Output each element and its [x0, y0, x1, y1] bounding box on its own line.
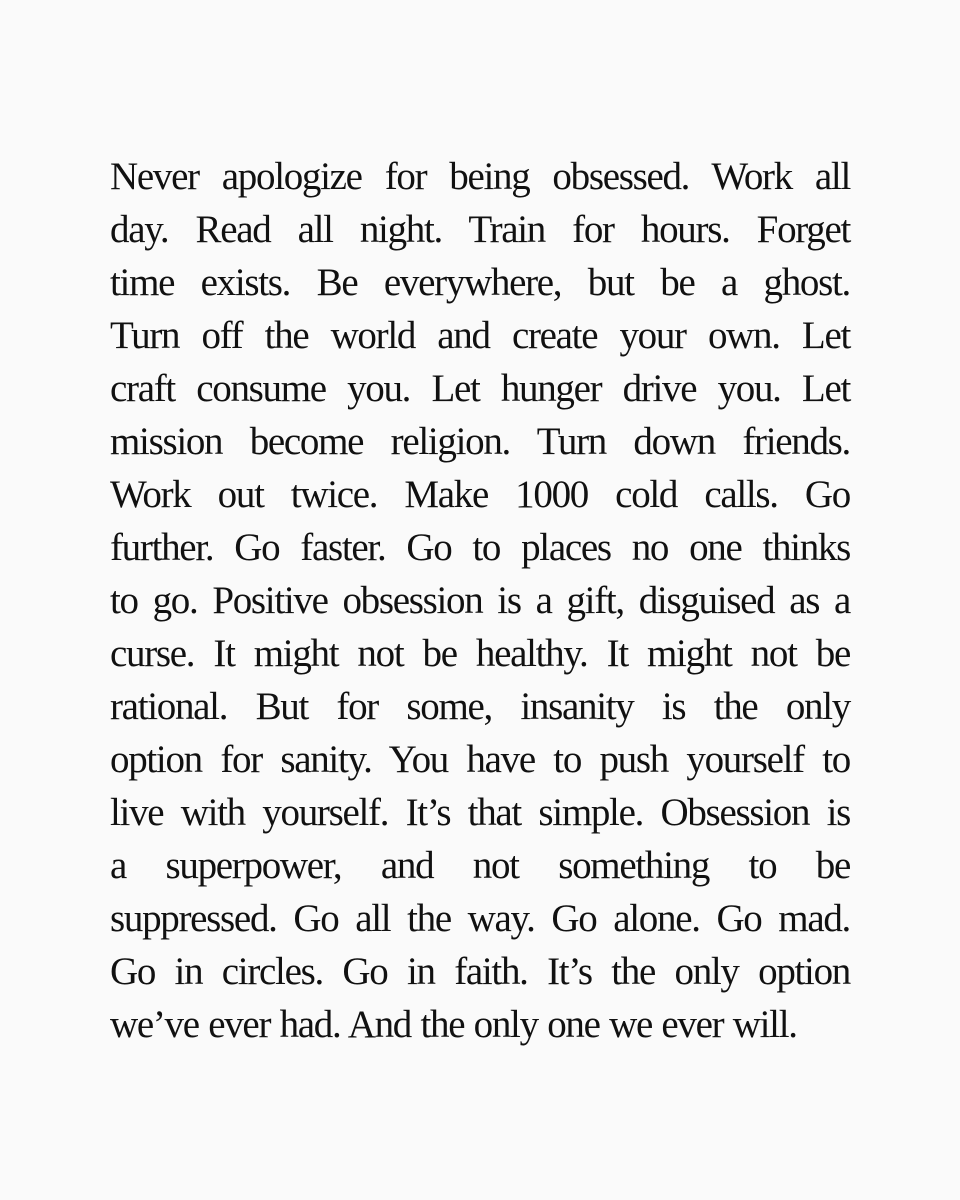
quote-line: curse. It might not be healthy. It might not be — [110, 632, 850, 675]
quote-line: we’ve ever had. And the only one we ever will. — [110, 1003, 797, 1046]
quote-line: further. Go faster. Go to places no one thinks — [110, 526, 850, 569]
quote-text — [110, 150, 850, 1051]
quote-line: day. Read all night. Train for hours. Forget — [110, 208, 850, 251]
quote-line: craft consume you. Let hunger drive you. Let — [110, 367, 850, 410]
quote-line: Turn off the world and create your own. Let — [110, 314, 850, 357]
quote-line: time exists. Be everywhere, but be a ghost. — [110, 261, 850, 304]
quote-line: live with yourself. It’s that simple. Obsession is — [110, 791, 850, 834]
quote-line: suppressed. Go all the way. Go alone. Go mad. — [110, 897, 850, 940]
quote-line: Go in circles. Go in faith. It’s the only option — [110, 950, 850, 993]
quote-line: rational. But for some, insanity is the only — [110, 685, 850, 728]
quote-line: Work out twice. Make 1000 cold calls. Go — [110, 473, 850, 516]
quote-line: to go. Positive obsession is a gift, disguised as a — [110, 579, 850, 622]
quote-line: Never apologize for being obsessed. Work all — [110, 155, 850, 198]
quote-line: mission become religion. Turn down friends. — [110, 420, 850, 463]
quote-line: a superpower, and not something to be — [110, 844, 850, 887]
quote-line: option for sanity. You have to push yourself to — [110, 738, 850, 781]
